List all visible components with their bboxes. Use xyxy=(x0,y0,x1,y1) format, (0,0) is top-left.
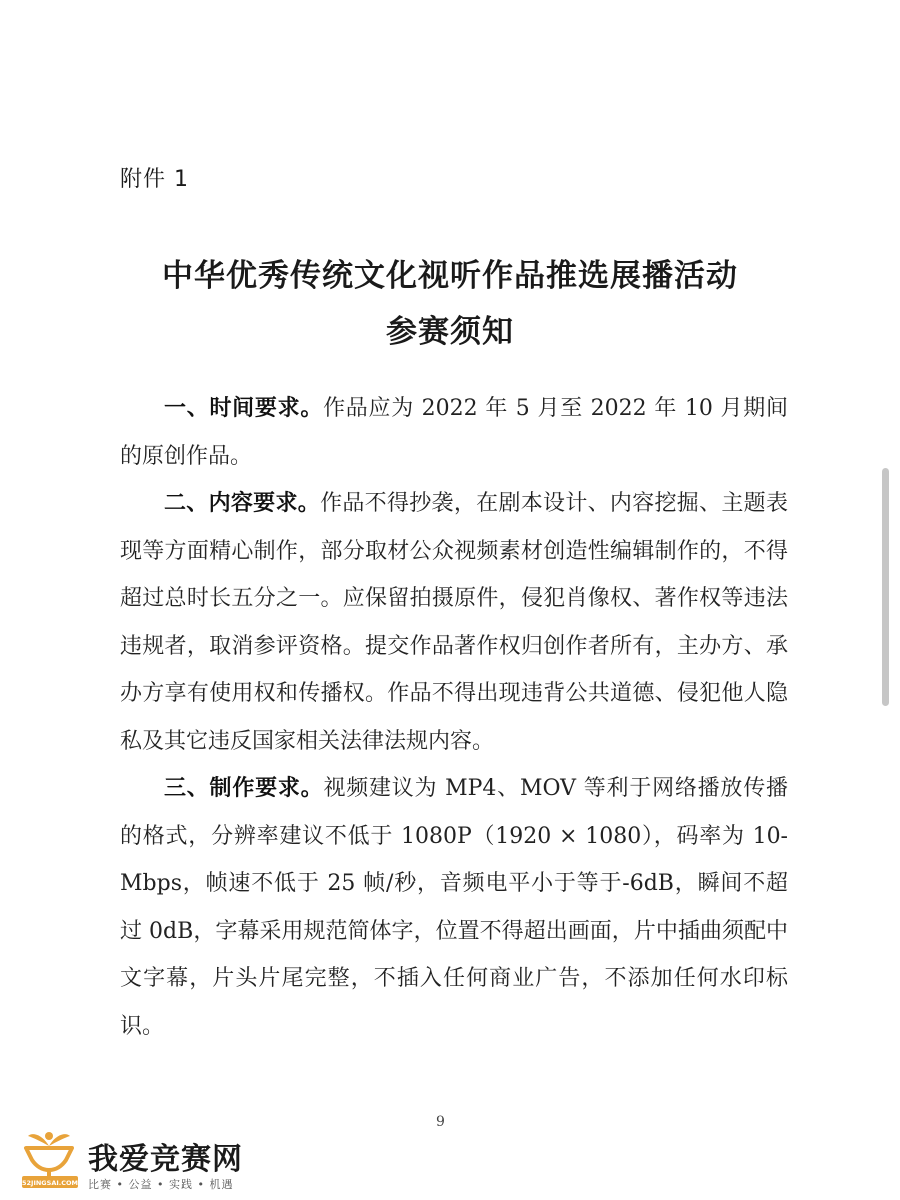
section-heading: 二、内容要求。 xyxy=(164,491,321,516)
watermark-tagline: 比赛 • 公益 • 实践 • 机遇 xyxy=(88,1178,234,1191)
document-body xyxy=(120,385,788,1050)
section-heading: 三、制作要求。 xyxy=(164,776,324,801)
section-content-requirements xyxy=(120,480,788,765)
document-title-line-2: 参赛须知 xyxy=(386,314,514,350)
attachment-label: 附件 1 xyxy=(120,167,189,192)
section-text: 作品应为 2022 年 5 月至 2022 年 10 月期间的原创作品。 xyxy=(120,396,788,469)
watermark-url: 52JINGSAI.COM xyxy=(21,1179,79,1187)
trophy-sprout-icon xyxy=(14,1126,84,1192)
section-text: 视频建议为 MP4、MOV 等利于网络播放传播的格式，分辨率建议不低于 1080P（1920 × 1080），码率为 10-Mbps，帧速不低于 25 帧/秒，音频电平小于等于-6dB，瞬间不超过 0dB，字幕采用规范简体字，位置不得超出画面，片中插曲须配中文字幕，片头片尾完整，不插入任何商业广告，不添加任何水印标识。 xyxy=(120,776,788,1039)
section-time-requirements xyxy=(120,385,788,480)
section-text: 作品不得抄袭，在剧本设计、内容挖掘、主题表现等方面精心制作，部分取材公众视频素材创造性编辑制作的，不得超过总时长五分之一。应保留拍摄原件，侵犯肖像权、著作权等违法违规者，取消参评资格。提交作品著作权归创作者所有，主办方、承办方享有使用权和传播权。作品不得出现违背公共道德、侵犯他人隐私及其它违反国家相关法律法规内容。 xyxy=(120,491,788,754)
section-heading: 一、时间要求。 xyxy=(164,396,324,421)
document-title-line-1: 中华优秀传统文化视听作品推选展播活动 xyxy=(162,258,738,294)
page-number: 9 xyxy=(436,1114,445,1130)
scrollbar-thumb[interactable] xyxy=(882,468,889,706)
watermark-name: 我爱竞赛网 xyxy=(88,1142,243,1177)
section-production-requirements xyxy=(120,765,788,1050)
watermark-logo xyxy=(14,1126,254,1196)
